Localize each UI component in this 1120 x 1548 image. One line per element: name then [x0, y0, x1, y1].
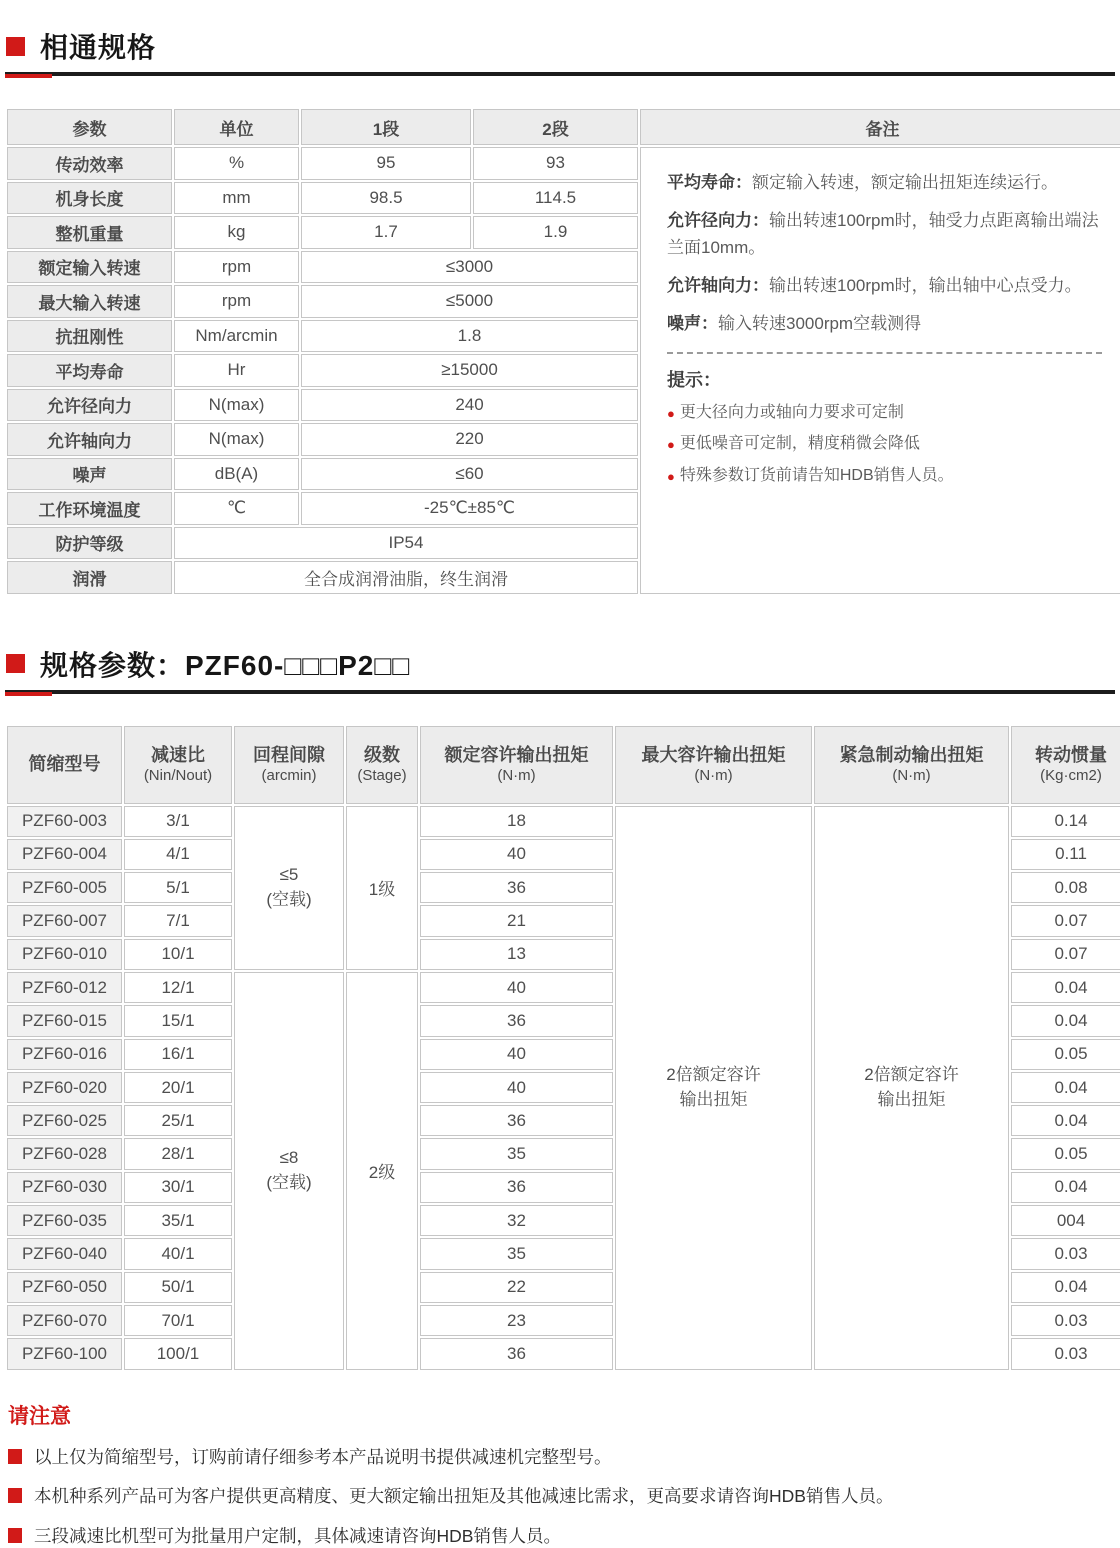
param-unit: ℃: [174, 492, 299, 525]
model-col-header: [615, 726, 812, 804]
param-unit: Hr: [174, 354, 299, 387]
notes-divider: [667, 352, 1102, 354]
param-unit: kg: [174, 216, 299, 249]
param-value-stage1: 1.7: [301, 216, 471, 249]
param-label: 噪声: [7, 458, 172, 491]
notice-section: [8, 1400, 1115, 1548]
param-label: 整机重量: [7, 216, 172, 249]
max-torque-cell: [615, 806, 812, 1370]
section-bullet-icon: [6, 654, 25, 673]
note-text: 输出转速100rpm时，轴受力点距离输出端法兰面10mm。: [667, 211, 1099, 257]
model-spec-table-body: [7, 806, 1120, 1370]
note-term: 平均寿命：: [667, 173, 752, 192]
param-label: 平均寿命: [7, 354, 172, 387]
spec-col-header: 单位: [174, 109, 299, 145]
common-spec-table-head: [7, 109, 1120, 145]
notice-bullet-icon: [8, 1488, 22, 1503]
backlash-line: (空载): [266, 1172, 312, 1192]
backlash-line: ≤8: [279, 1148, 299, 1168]
rated-torque-cell: 40: [420, 1039, 613, 1070]
param-value-stage1: 98.5: [301, 182, 471, 215]
param-unit: dB(A): [174, 458, 299, 491]
spec-col-header: 参数: [7, 109, 172, 145]
tip-text: 特殊参数订货前请告知HDB销售人员。: [679, 466, 954, 484]
model-col-header: [7, 726, 122, 804]
rated-torque-cell: 36: [420, 872, 613, 903]
section1-title: 相通规格: [40, 32, 157, 63]
param-unit: N(max): [174, 389, 299, 422]
param-value-span: -25℃±85℃: [301, 492, 638, 525]
model-cell: PZF60-012: [7, 972, 122, 1003]
header-title: 额定容许输出扭矩: [444, 745, 589, 766]
inertia-cell: 0.07: [1011, 939, 1120, 970]
ratio-cell: 10/1: [124, 939, 232, 970]
model-col-header: [234, 726, 344, 804]
ratio-cell: 35/1: [124, 1205, 232, 1236]
inertia-cell: 0.03: [1011, 1238, 1120, 1269]
param-unit: Nm/arcmin: [174, 320, 299, 353]
param-unit: mm: [174, 182, 299, 215]
inertia-cell: 0.04: [1011, 1172, 1120, 1203]
section2-header: [6, 644, 1115, 684]
model-cell: PZF60-070: [7, 1305, 122, 1336]
note-term: 允许轴向力：: [667, 276, 769, 296]
notice-text: 三段减速比机型可为批量用户定制，具体减速请咨询HDB销售人员。: [34, 1526, 561, 1547]
param-label: 允许径向力: [7, 389, 172, 422]
stage-cell: 2级: [346, 972, 418, 1370]
model-cell: PZF60-035: [7, 1205, 122, 1236]
section1-divider: [5, 72, 1115, 76]
model-cell: PZF60-015: [7, 1005, 122, 1036]
notice-list: [8, 1446, 1115, 1548]
tip-item: [667, 433, 1102, 455]
rated-torque-cell: 36: [420, 1172, 613, 1203]
ratio-cell: 5/1: [124, 872, 232, 903]
brake-torque-line: 2倍额定容许: [864, 1064, 959, 1084]
model-cell: PZF60-016: [7, 1039, 122, 1070]
rated-torque-cell: 36: [420, 1005, 613, 1036]
section-bullet-icon: [6, 37, 25, 56]
header-unit: (Kg·cm2): [1040, 766, 1102, 784]
rated-torque-cell: 40: [420, 839, 613, 870]
bullet-dot-icon: ●: [667, 468, 675, 484]
header-title: 紧急制动输出扭矩: [839, 745, 984, 766]
max-torque-line: 2倍额定容许: [666, 1064, 761, 1084]
note-text: 输入转速3000rpm空载测得: [718, 314, 922, 334]
brake-torque-cell: [814, 806, 1009, 1370]
inertia-cell: 0.04: [1011, 1072, 1120, 1103]
model-cell: PZF60-003: [7, 806, 122, 837]
divider-red-segment: [5, 692, 52, 696]
note-text: 额定输入转速，额定输出扭矩连续运行。: [752, 173, 1058, 192]
header-unit: (N·m): [497, 766, 536, 784]
header-title: 转动惯量: [1035, 745, 1107, 766]
inertia-cell: 0.08: [1011, 872, 1120, 903]
note-term: 允许径向力：: [667, 211, 769, 231]
notice-text: 以上仅为简缩型号，订购前请仔细参考本产品说明书提供减速机完整型号。: [34, 1446, 612, 1467]
section2-title: 规格参数：PZF60-□□□P2□□: [40, 649, 411, 681]
inertia-cell: 0.04: [1011, 972, 1120, 1003]
param-label: 允许轴向力: [7, 423, 172, 456]
header-title: 简缩型号: [28, 754, 101, 775]
param-value-span: ≤5000: [301, 285, 638, 318]
param-value-span: ≤60: [301, 458, 638, 491]
inertia-cell: 0.04: [1011, 1272, 1120, 1303]
model-cell: PZF60-050: [7, 1272, 122, 1303]
inertia-cell: 004: [1011, 1205, 1120, 1236]
tips-title: 提示：: [667, 369, 721, 390]
model-spec-table: [5, 724, 1120, 1372]
header-unit: (N·m): [694, 766, 733, 784]
param-value-full: 全合成润滑油脂，终生润滑: [174, 561, 638, 594]
param-value-span: ≥15000: [301, 354, 638, 387]
model-col-header: [346, 726, 418, 804]
param-value-span: ≤3000: [301, 251, 638, 284]
tip-item: [667, 402, 1102, 424]
inertia-cell: 0.14: [1011, 806, 1120, 837]
divider-red-segment: [5, 74, 52, 78]
ratio-cell: 20/1: [124, 1072, 232, 1103]
model-cell: PZF60-007: [7, 905, 122, 936]
header-title: 最大容许输出扭矩: [641, 745, 786, 766]
header-unit: (N·m): [892, 766, 931, 784]
section1-header: [6, 26, 1115, 66]
ratio-cell: 40/1: [124, 1238, 232, 1269]
ratio-cell: 70/1: [124, 1305, 232, 1336]
model-cell: PZF60-010: [7, 939, 122, 970]
param-value-span: 1.8: [301, 320, 638, 353]
inertia-cell: 0.03: [1011, 1338, 1120, 1369]
param-label: 传动效率: [7, 147, 172, 180]
rated-torque-cell: 35: [420, 1238, 613, 1269]
spec-col-header: 1段: [301, 109, 471, 145]
rated-torque-cell: 23: [420, 1305, 613, 1336]
notice-bullet-icon: [8, 1449, 22, 1464]
inertia-cell: 0.03: [1011, 1305, 1120, 1336]
model-cell: PZF60-040: [7, 1238, 122, 1269]
ratio-cell: 7/1: [124, 905, 232, 936]
note-item: [667, 311, 1102, 337]
param-label: 额定输入转速: [7, 251, 172, 284]
model-cell: PZF60-025: [7, 1105, 122, 1136]
rated-torque-cell: 35: [420, 1138, 613, 1169]
note-item: [667, 170, 1102, 196]
spec-row: [7, 147, 1120, 180]
backlash-cell: [234, 806, 344, 970]
rated-torque-cell: 13: [420, 939, 613, 970]
param-unit: %: [174, 147, 299, 180]
max-torque-line: 输出扭矩: [679, 1089, 748, 1109]
ratio-cell: 25/1: [124, 1105, 232, 1136]
ratio-cell: 12/1: [124, 972, 232, 1003]
model-col-header: [1011, 726, 1120, 804]
inertia-cell: 0.04: [1011, 1005, 1120, 1036]
ratio-cell: 4/1: [124, 839, 232, 870]
param-label: 机身长度: [7, 182, 172, 215]
ratio-cell: 28/1: [124, 1138, 232, 1169]
note-term: 噪声：: [667, 314, 718, 334]
rated-torque-cell: 36: [420, 1338, 613, 1369]
notice-text: 本机种系列产品可为客户提供更高精度、更大额定输出扭矩及其他减速比需求，更高要求请咨询HDB销售人员。: [34, 1486, 894, 1507]
spec-col-header: 2段: [473, 109, 638, 145]
common-spec-table-body: [7, 147, 1120, 594]
param-value-span: 220: [301, 423, 638, 456]
backlash-line: (空载): [266, 889, 312, 909]
common-spec-table: [5, 107, 1120, 596]
model-col-header: [814, 726, 1009, 804]
inertia-cell: 0.05: [1011, 1138, 1120, 1169]
notes-cell: [640, 147, 1120, 594]
param-unit: rpm: [174, 285, 299, 318]
model-cell: PZF60-004: [7, 839, 122, 870]
model-cell: PZF60-100: [7, 1338, 122, 1369]
note-item: [667, 208, 1102, 261]
ratio-cell: 3/1: [124, 806, 232, 837]
note-item: [667, 273, 1102, 299]
model-cell: PZF60-030: [7, 1172, 122, 1203]
param-unit: N(max): [174, 423, 299, 456]
rated-torque-cell: 36: [420, 1105, 613, 1136]
param-label: 防护等级: [7, 527, 172, 560]
header-unit: (Nin/Nout): [143, 766, 213, 784]
bullet-dot-icon: ●: [667, 437, 675, 453]
ratio-cell: 15/1: [124, 1005, 232, 1036]
model-cell: PZF60-005: [7, 872, 122, 903]
header-title: 级数: [364, 745, 400, 766]
rated-torque-cell: 32: [420, 1205, 613, 1236]
model-cell: PZF60-028: [7, 1138, 122, 1169]
param-value-stage2: 114.5: [473, 182, 638, 215]
header-title: 减速比: [151, 745, 205, 766]
header-title: 回程间隙: [253, 745, 325, 766]
note-text: 输出转速100rpm时，输出轴中心点受力。: [769, 276, 1082, 296]
header-unit: (Stage): [357, 766, 407, 784]
notice-item: [8, 1446, 1115, 1469]
backlash-cell: [234, 972, 344, 1370]
notice-bullet-icon: [8, 1528, 22, 1543]
model-col-header: [420, 726, 613, 804]
ratio-cell: 30/1: [124, 1172, 232, 1203]
param-value-stage2: 93: [473, 147, 638, 180]
param-value-stage1: 95: [301, 147, 471, 180]
tip-text: 更低噪音可定制，精度稍微会降低: [679, 435, 920, 453]
spec-col-header: 备注: [640, 109, 1120, 145]
model-row: [7, 806, 1120, 837]
inertia-cell: 0.11: [1011, 839, 1120, 870]
brake-torque-line: 输出扭矩: [877, 1089, 946, 1109]
ratio-cell: 100/1: [124, 1338, 232, 1369]
param-value-span: 240: [301, 389, 638, 422]
ratio-cell: 50/1: [124, 1272, 232, 1303]
param-unit: rpm: [174, 251, 299, 284]
section2-divider: [5, 690, 1115, 694]
param-label: 润滑: [7, 561, 172, 594]
rated-torque-cell: 18: [420, 806, 613, 837]
tip-item: [667, 465, 1102, 487]
ratio-cell: 16/1: [124, 1039, 232, 1070]
backlash-line: ≤5: [279, 865, 299, 885]
param-label: 最大输入转速: [7, 285, 172, 318]
param-label: 工作环境温度: [7, 492, 172, 525]
model-cell: PZF60-020: [7, 1072, 122, 1103]
bullet-dot-icon: ●: [667, 405, 675, 421]
rated-torque-cell: 40: [420, 972, 613, 1003]
rated-torque-cell: 40: [420, 1072, 613, 1103]
stage-cell: 1级: [346, 806, 418, 970]
model-col-header: [124, 726, 232, 804]
model-spec-table-head: [7, 726, 1120, 804]
inertia-cell: 0.07: [1011, 905, 1120, 936]
notice-item: [8, 1525, 1115, 1548]
param-label: 抗扭刚性: [7, 320, 172, 353]
tip-text: 更大径向力或轴向力要求可定制: [679, 403, 904, 421]
header-unit: (arcmin): [261, 766, 317, 784]
inertia-cell: 0.05: [1011, 1039, 1120, 1070]
notice-title: 请注意: [8, 1404, 71, 1428]
rated-torque-cell: 22: [420, 1272, 613, 1303]
inertia-cell: 0.04: [1011, 1105, 1120, 1136]
param-value-full: IP54: [174, 527, 638, 560]
param-value-stage2: 1.9: [473, 216, 638, 249]
rated-torque-cell: 21: [420, 905, 613, 936]
